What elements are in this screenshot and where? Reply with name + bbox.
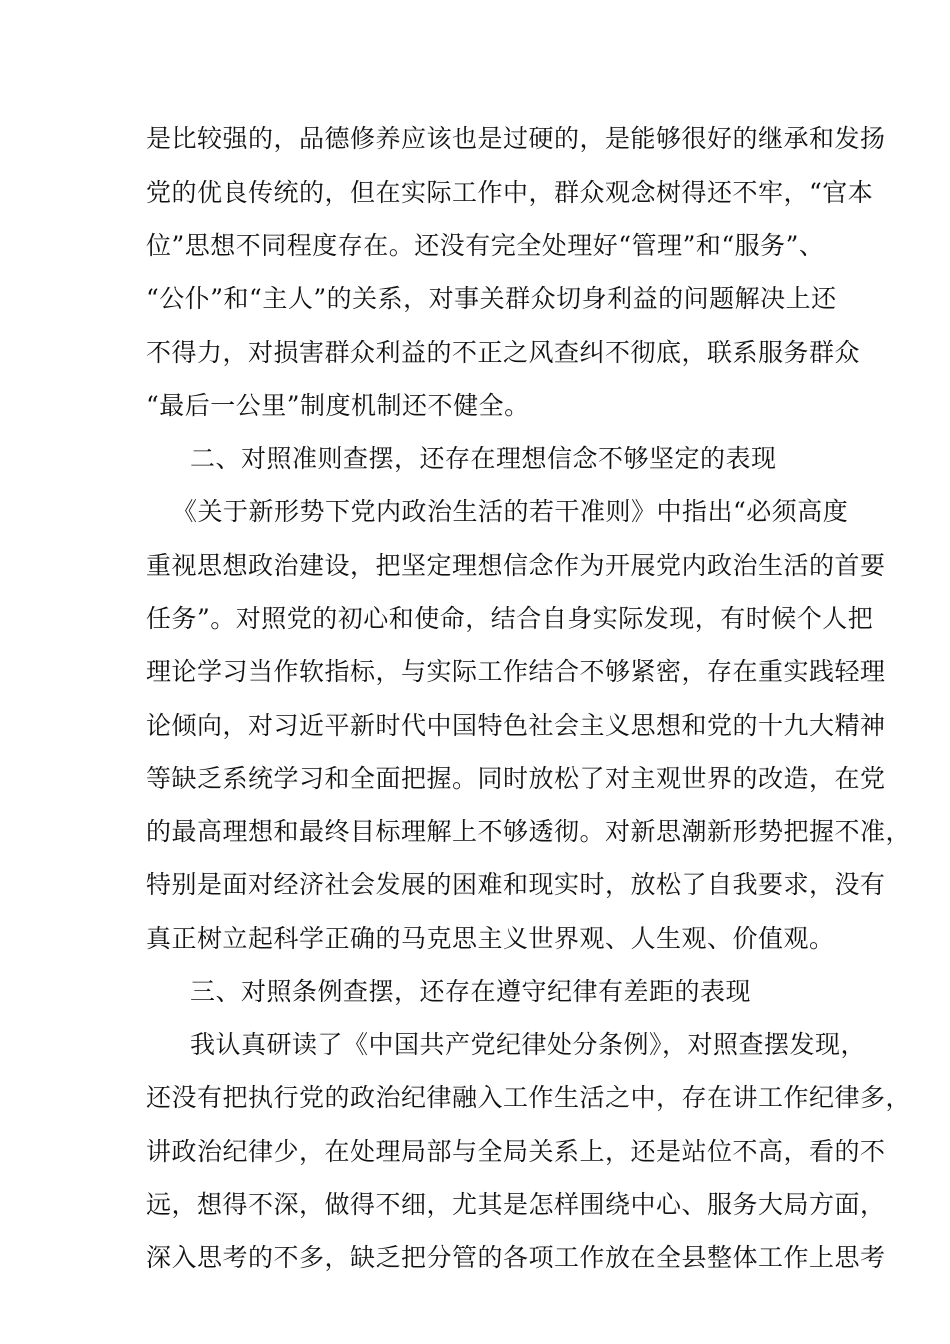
- body-text-line: “最后一公里”制度机制还不健全。: [146, 391, 530, 420]
- section-heading-2: 二、对照准则查摆，还存在理想信念不够坚定的表现: [190, 444, 777, 473]
- body-text-line: 讲政治纪律少，在处理局部与全局关系上，还是站位不高，看的不: [146, 1137, 886, 1166]
- body-text-line: 任务”。对照党的初心和使命，结合自身实际发现，有时候个人把: [146, 604, 874, 633]
- body-text-line: 真正树立起科学正确的马克思主义世界观、人生观、价值观。: [146, 924, 835, 953]
- body-text-line: 党的优良传统的，但在实际工作中，群众观念树得还不牢，“官本: [146, 178, 874, 207]
- section-heading-3: 三、对照条例查摆，还存在遵守纪律有差距的表现: [190, 977, 752, 1006]
- body-text-line: 《关于新形势下党内政治生活的若干准则》中指出“必须高度: [172, 497, 849, 526]
- body-text-line: 理论学习当作软指标，与实际工作结合不够紧密，存在重实践轻理: [146, 657, 886, 686]
- body-text-line: “公仆”和“主人”的关系，对事关群众切身利益的问题解决上还: [146, 284, 837, 313]
- body-text-line: 我认真研读了《中国共产党纪律处分条例》，对照查摆发现，: [190, 1030, 867, 1059]
- body-text-line: 远，想得不深，做得不细，尤其是怎样围绕中心、服务大局方面，: [146, 1190, 886, 1219]
- body-text-line: 的最高理想和最终目标理解上不够透彻。对新思潮新形势把握不准，: [146, 817, 912, 846]
- body-text-line: 特别是面对经济社会发展的困难和现实时，放松了自我要求，没有: [146, 870, 886, 899]
- body-text-line: 是比较强的，品德修养应该也是过硬的，是能够很好的继承和发扬: [146, 124, 886, 153]
- body-text-line: 位”思想不同程度存在。还没有完全处理好“管理”和“服务”、: [146, 231, 825, 260]
- body-text-line: 不得力，对损害群众利益的不正之风查纠不彻底，联系服务群众: [146, 338, 861, 367]
- body-text-line: 等缺乏系统学习和全面把握。同时放松了对主观世界的改造，在党: [146, 764, 886, 793]
- body-text-line: 重视思想政治建设，把坚定理想信念作为开展党内政治生活的首要: [146, 551, 886, 580]
- body-text-line: 还没有把执行党的政治纪律融入工作生活之中，存在讲工作纪律多，: [146, 1083, 912, 1112]
- body-text-line: 深入思考的不多，缺乏把分管的各项工作放在全县整体工作上思考: [146, 1243, 886, 1272]
- body-text-line: 论倾向，对习近平新时代中国特色社会主义思想和党的十九大精神: [146, 711, 886, 740]
